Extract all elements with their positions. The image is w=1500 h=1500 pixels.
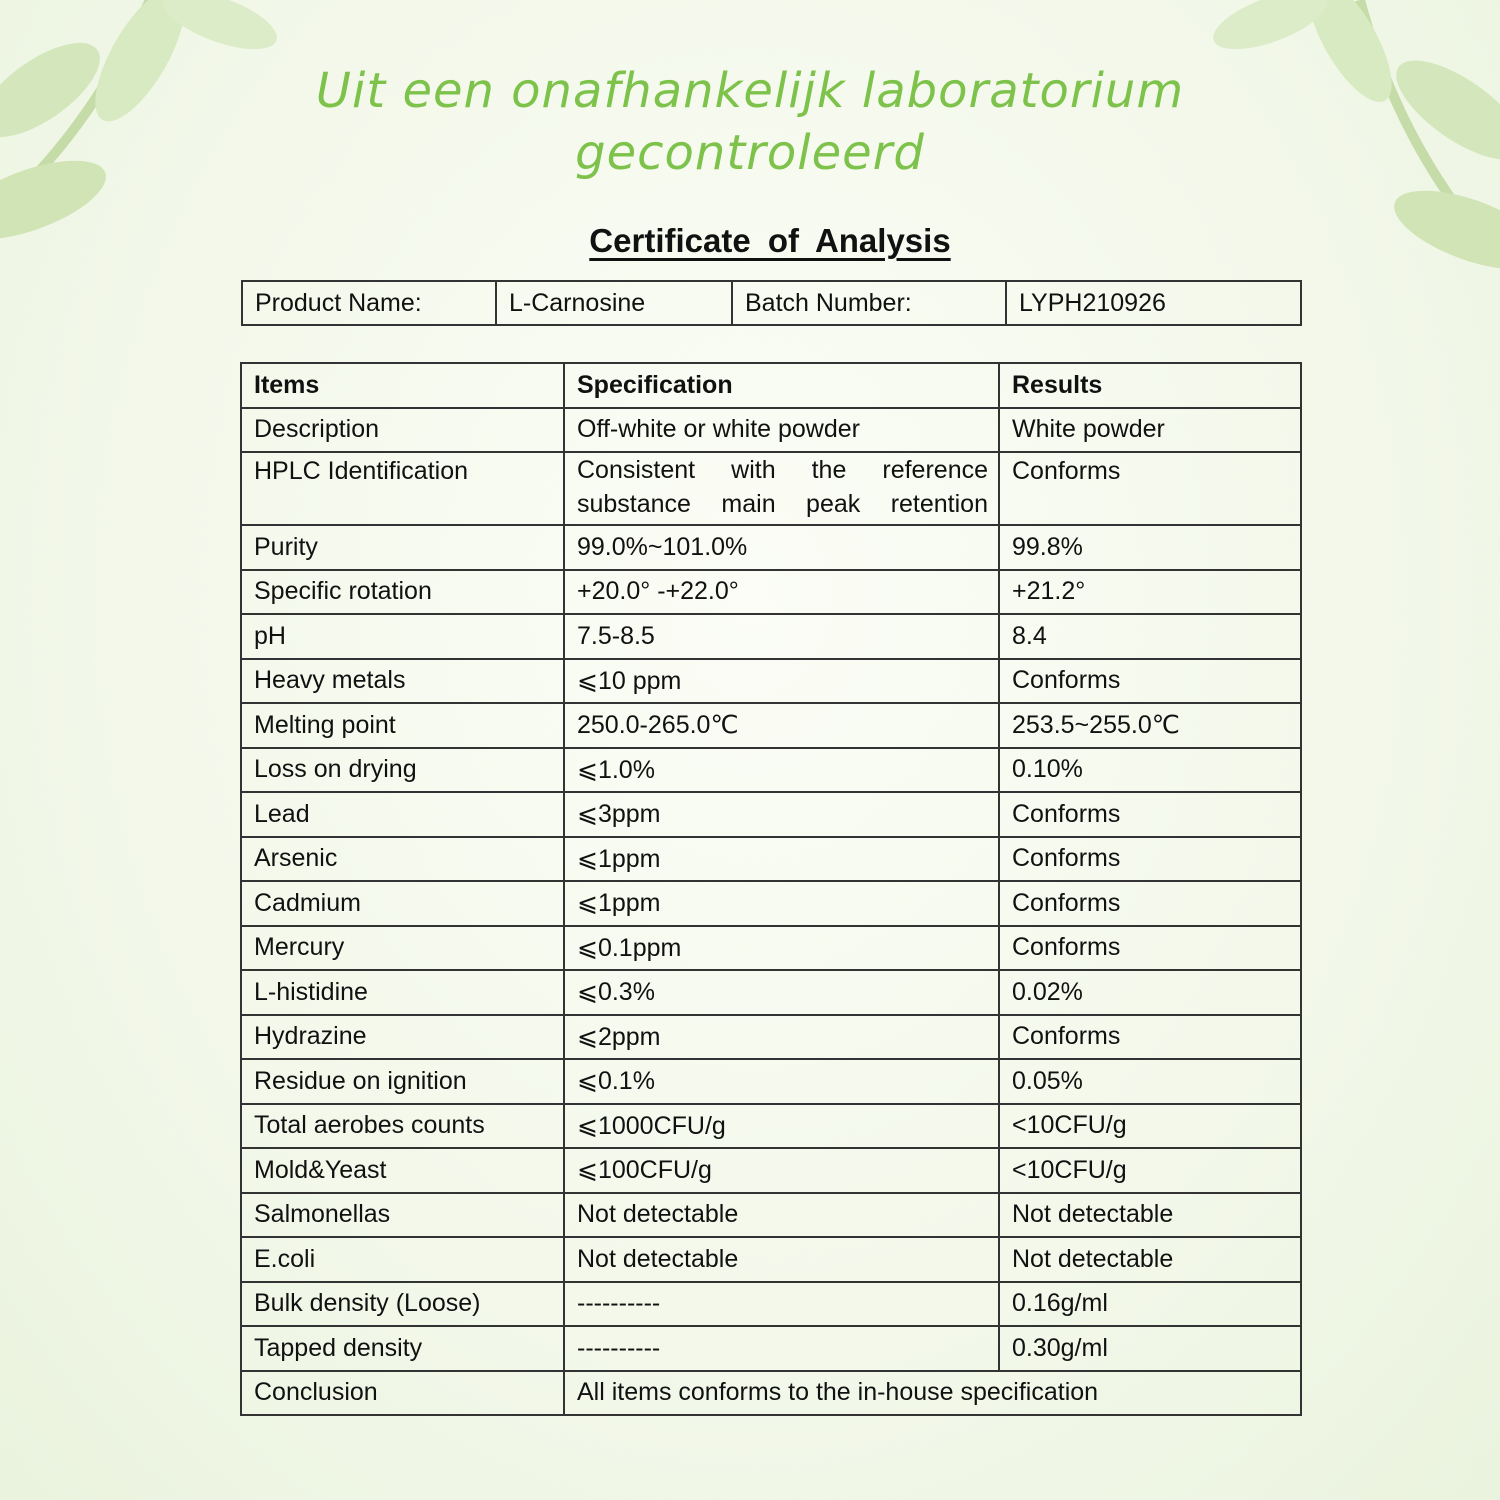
item-cell: Lead xyxy=(241,792,564,837)
table-row xyxy=(241,1237,1301,1282)
conclusion-label: Conclusion xyxy=(241,1371,564,1416)
product-info-table xyxy=(241,280,1302,326)
spec-line-2: substance main peak retention xyxy=(577,490,988,518)
item-cell: Salmonellas xyxy=(241,1193,564,1238)
result-cell: <10CFU/g xyxy=(999,1148,1301,1193)
table-row xyxy=(241,614,1301,659)
table-row xyxy=(241,837,1301,882)
table-row xyxy=(241,525,1301,570)
header-specification: Specification xyxy=(564,363,999,408)
header-results: Results xyxy=(999,363,1301,408)
spec-cell: ⩽1000CFU/g xyxy=(564,1104,999,1149)
item-cell: Total aerobes counts xyxy=(241,1104,564,1149)
spec-cell: Not detectable xyxy=(564,1193,999,1238)
result-cell: Not detectable xyxy=(999,1237,1301,1282)
spec-cell: +20.0° -+22.0° xyxy=(564,570,999,615)
spec-cell: ⩽10 ppm xyxy=(564,659,999,704)
conclusion-row xyxy=(241,1371,1301,1416)
spec-cell: ---------- xyxy=(564,1326,999,1371)
table-row xyxy=(241,408,1301,453)
header-items: Items xyxy=(241,363,564,408)
spec-line-1: Consistent with the reference xyxy=(577,456,988,484)
result-cell: Not detectable xyxy=(999,1193,1301,1238)
item-cell: Purity xyxy=(241,525,564,570)
headline-line-1: Uit een onafhankelijk laboratorium xyxy=(315,63,1185,119)
table-header-row xyxy=(241,363,1301,408)
item-cell: Description xyxy=(241,408,564,453)
result-cell: +21.2° xyxy=(999,570,1301,615)
table-row xyxy=(241,748,1301,793)
product-info-row xyxy=(242,281,1301,325)
spec-cell: ⩽1.0% xyxy=(564,748,999,793)
table-row xyxy=(241,1059,1301,1104)
headline xyxy=(0,60,1500,184)
result-cell: 253.5~255.0℃ xyxy=(999,703,1301,748)
spec-cell: 250.0-265.0℃ xyxy=(564,703,999,748)
analysis-table xyxy=(240,362,1302,1416)
item-cell: Hydrazine xyxy=(241,1015,564,1060)
result-cell: Conforms xyxy=(999,659,1301,704)
result-cell: 0.05% xyxy=(999,1059,1301,1104)
spec-cell: ---------- xyxy=(564,1282,999,1327)
table-row xyxy=(241,1326,1301,1371)
certificate-title: Certificate of Analysis xyxy=(589,222,951,259)
table-row xyxy=(241,1193,1301,1238)
spec-cell: Off-white or white powder xyxy=(564,408,999,453)
spec-cell: ⩽0.1% xyxy=(564,1059,999,1104)
product-name-label: Product Name: xyxy=(242,281,496,325)
result-cell: White powder xyxy=(999,408,1301,453)
item-cell: Bulk density (Loose) xyxy=(241,1282,564,1327)
result-cell: 8.4 xyxy=(999,614,1301,659)
table-row xyxy=(241,452,1301,525)
spec-cell xyxy=(564,452,999,525)
spec-cell: ⩽1ppm xyxy=(564,881,999,926)
batch-number-value: LYPH210926 xyxy=(1006,281,1301,325)
table-row xyxy=(241,659,1301,704)
spec-cell: 7.5-8.5 xyxy=(564,614,999,659)
result-cell: <10CFU/g xyxy=(999,1104,1301,1149)
item-cell: Cadmium xyxy=(241,881,564,926)
spec-cell: ⩽3ppm xyxy=(564,792,999,837)
spec-cell: ⩽1ppm xyxy=(564,837,999,882)
table-row xyxy=(241,926,1301,971)
result-cell: Conforms xyxy=(999,452,1301,525)
item-cell: Tapped density xyxy=(241,1326,564,1371)
conclusion-text: All items conforms to the in-house specification xyxy=(564,1371,1301,1416)
item-cell: Residue on ignition xyxy=(241,1059,564,1104)
item-cell: L-histidine xyxy=(241,970,564,1015)
item-cell: Specific rotation xyxy=(241,570,564,615)
spec-cell: 99.0%~101.0% xyxy=(564,525,999,570)
spec-cell: ⩽0.1ppm xyxy=(564,926,999,971)
table-row xyxy=(241,881,1301,926)
item-cell: HPLC Identification xyxy=(241,452,564,525)
item-cell: Melting point xyxy=(241,703,564,748)
spec-cell: ⩽100CFU/g xyxy=(564,1148,999,1193)
item-cell: Arsenic xyxy=(241,837,564,882)
item-cell: Heavy metals xyxy=(241,659,564,704)
result-cell: Conforms xyxy=(999,926,1301,971)
table-row xyxy=(241,1015,1301,1060)
table-row xyxy=(241,703,1301,748)
spec-cell: Not detectable xyxy=(564,1237,999,1282)
result-cell: 0.30g/ml xyxy=(999,1326,1301,1371)
table-row xyxy=(241,970,1301,1015)
result-cell: 99.8% xyxy=(999,525,1301,570)
table-row xyxy=(241,1104,1301,1149)
result-cell: 0.16g/ml xyxy=(999,1282,1301,1327)
result-cell: 0.10% xyxy=(999,748,1301,793)
item-cell: E.coli xyxy=(241,1237,564,1282)
table-row xyxy=(241,1148,1301,1193)
result-cell: 0.02% xyxy=(999,970,1301,1015)
item-cell: Loss on drying xyxy=(241,748,564,793)
item-cell: pH xyxy=(241,614,564,659)
batch-number-label: Batch Number: xyxy=(732,281,1006,325)
result-cell: Conforms xyxy=(999,792,1301,837)
spec-cell: ⩽0.3% xyxy=(564,970,999,1015)
table-row xyxy=(241,1282,1301,1327)
result-cell: Conforms xyxy=(999,837,1301,882)
result-cell: Conforms xyxy=(999,1015,1301,1060)
item-cell: Mold&Yeast xyxy=(241,1148,564,1193)
item-cell: Mercury xyxy=(241,926,564,971)
table-row xyxy=(241,570,1301,615)
headline-line-2: gecontroleerd xyxy=(575,125,925,181)
spec-cell: ⩽2ppm xyxy=(564,1015,999,1060)
result-cell: Conforms xyxy=(999,881,1301,926)
product-name-value: L-Carnosine xyxy=(496,281,732,325)
table-row xyxy=(241,792,1301,837)
